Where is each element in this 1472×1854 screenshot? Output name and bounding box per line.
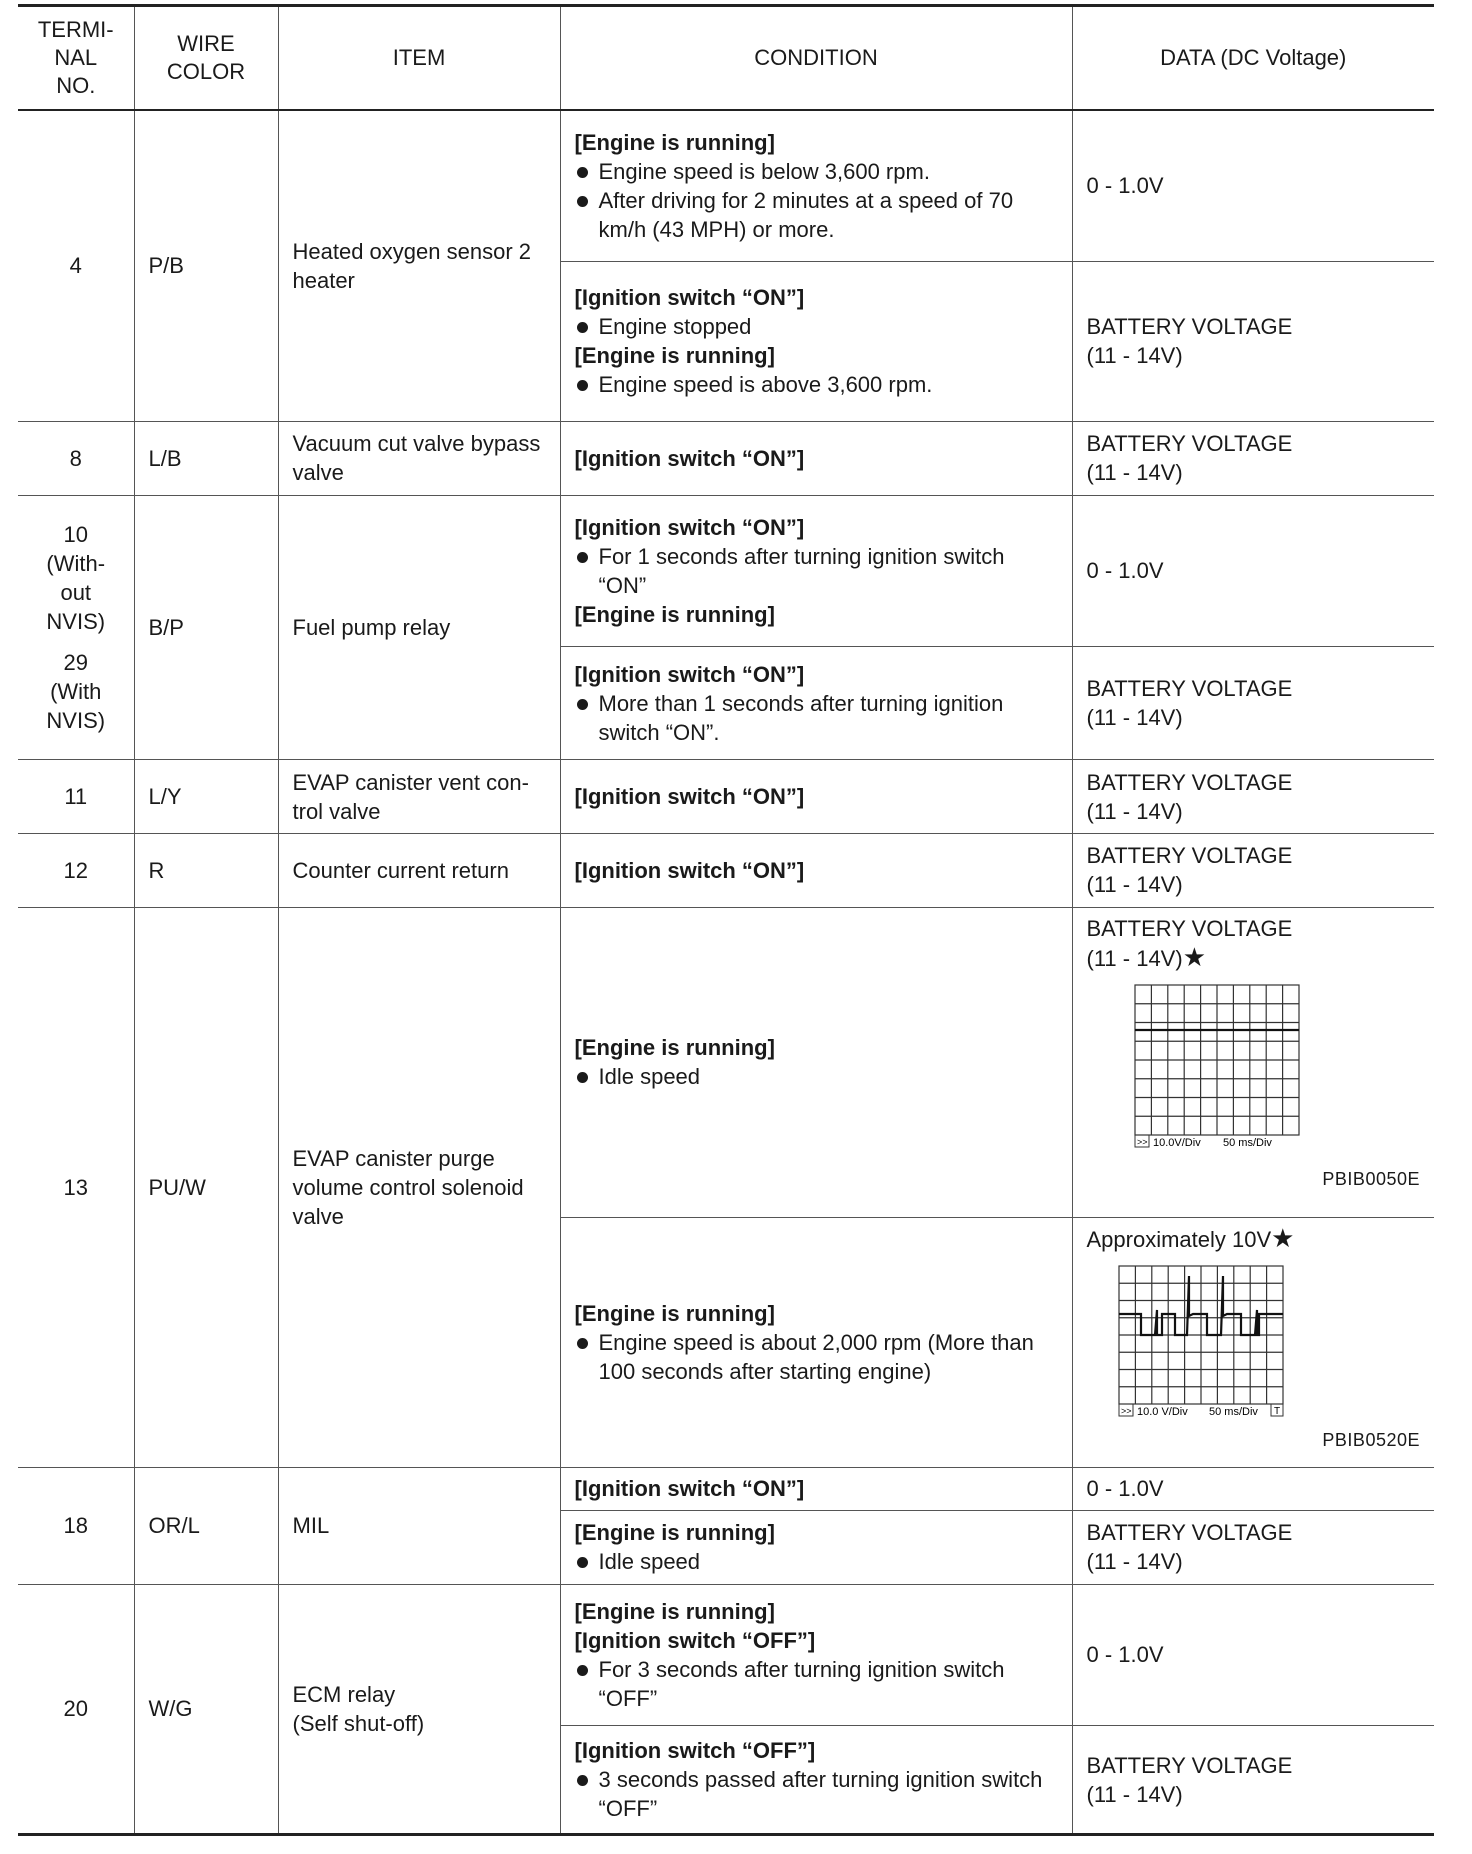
- data-value: BATTERY VOLTAGE (11 - 14V): [1072, 261, 1434, 421]
- terminal-no: 18: [18, 1467, 134, 1584]
- condition-cell: [560, 1467, 1072, 1510]
- oscilloscope-waveform-idle: [1087, 981, 1427, 1161]
- condition-heading: [Ignition switch “ON”]: [574, 445, 805, 471]
- terminal-no: 4: [18, 110, 134, 422]
- forward-icon: >>: [1120, 1405, 1132, 1416]
- condition-cell: [560, 1726, 1072, 1835]
- wire-color: PU/W: [134, 907, 278, 1467]
- condition-heading: [Engine is running]: [574, 343, 775, 369]
- wire-color: L/B: [134, 421, 278, 495]
- wire-color: P/B: [134, 110, 278, 422]
- table-row: [18, 1467, 1434, 1510]
- terminal-no: 20: [18, 1584, 134, 1834]
- condition-heading: [Ignition switch “OFF”]: [574, 1738, 816, 1764]
- figure-code: PBIB0050E: [1322, 1168, 1420, 1189]
- condition-cell: [560, 834, 1072, 908]
- condition-cell: [560, 907, 1072, 1217]
- condition-heading: [Ignition switch “ON”]: [574, 661, 805, 687]
- condition-bullet: More than 1 seconds after turning ignition switch “ON”.: [575, 689, 1058, 747]
- condition-heading: [Engine is running]: [574, 601, 775, 627]
- condition-cell: [560, 647, 1072, 760]
- data-value: Approximately 10V★ >> 10.0 V/Div 50 ms/Div T PBIB0520E: [1072, 1217, 1434, 1467]
- data-value: BATTERY VOLTAGE (11 - 14V): [1072, 1726, 1434, 1835]
- condition-bullet: Engine speed is below 3,600 rpm.: [575, 157, 1058, 186]
- data-value: BATTERY VOLTAGE (11 - 14V): [1072, 647, 1434, 760]
- time-scale: 50 ms/Div: [1222, 1136, 1272, 1149]
- figure-code: PBIB0520E: [1322, 1429, 1420, 1450]
- condition-heading: [Ignition switch “ON”]: [574, 1476, 805, 1502]
- table-row: [18, 110, 1434, 262]
- condition-bullet: Idle speed: [575, 1547, 1058, 1576]
- condition-cell: [560, 1584, 1072, 1726]
- table-row: [18, 421, 1434, 495]
- condition-bullet: 3 seconds passed after turning ignition switch “OFF”: [575, 1765, 1058, 1823]
- condition-cell: [560, 760, 1072, 834]
- data-value: 0 - 1.0V: [1072, 1584, 1434, 1726]
- data-value: BATTERY VOLTAGE (11 - 14V): [1072, 421, 1434, 495]
- item: Fuel pump relay: [278, 495, 560, 760]
- item: EVAP canister purge volume control solenoid valve: [278, 907, 560, 1467]
- header-wire-color: WIRE COLOR: [134, 6, 278, 110]
- condition-heading: [Ignition switch “ON”]: [574, 514, 805, 540]
- table-row: [18, 760, 1434, 834]
- data-value: BATTERY VOLTAGE (11 - 14V): [1072, 834, 1434, 908]
- forward-icon: >>: [1136, 1136, 1148, 1147]
- condition-bullet: For 1 seconds after turning ignition switch “ON”: [575, 542, 1058, 600]
- star-icon: ★: [1271, 1222, 1295, 1253]
- table-row: [18, 495, 1434, 647]
- condition-cell: [560, 1510, 1072, 1584]
- condition-cell: [560, 1217, 1072, 1467]
- condition-bullet: After driving for 2 minutes at a speed of 70 km/h (43 MPH) or more.: [575, 186, 1058, 244]
- condition-heading: [Engine is running]: [574, 129, 775, 155]
- data-value: 0 - 1.0V: [1072, 1467, 1434, 1510]
- condition-cell: [560, 495, 1072, 647]
- table-row: [18, 907, 1434, 1217]
- wire-color: R: [134, 834, 278, 908]
- terminal-no: 13: [18, 907, 134, 1467]
- condition-heading: [Engine is running]: [574, 1598, 775, 1624]
- header-terminal: TERMI- NAL NO.: [18, 6, 134, 110]
- oscilloscope-waveform-2000rpm: [1087, 1262, 1427, 1422]
- trigger-mark: T: [1273, 1405, 1280, 1417]
- condition-bullet: Idle speed: [575, 1062, 1058, 1091]
- ecm-terminal-table: [18, 4, 1434, 1836]
- volt-scale: 10.0V/Div: [1152, 1136, 1201, 1149]
- condition-bullet: Engine speed is above 3,600 rpm.: [575, 370, 1058, 399]
- item: EVAP canister vent con- trol valve: [278, 760, 560, 834]
- header-data: DATA (DC Voltage): [1072, 6, 1434, 110]
- condition-heading: [Ignition switch “OFF”]: [574, 1627, 816, 1653]
- condition-bullet: Engine stopped: [575, 312, 1058, 341]
- terminal-no: 11: [18, 760, 134, 834]
- data-value: BATTERY VOLTAGE (11 - 14V)★ >> 10.0V/Div 50 ms/Div PBIB0050E: [1072, 907, 1434, 1217]
- header-item: ITEM: [278, 6, 560, 110]
- star-icon: ★: [1182, 941, 1206, 972]
- terminal-no: 12: [18, 834, 134, 908]
- volt-scale: 10.0 V/Div: [1136, 1405, 1188, 1418]
- condition-heading: [Engine is running]: [574, 1035, 775, 1061]
- item: MIL: [278, 1467, 560, 1584]
- condition-cell: [560, 421, 1072, 495]
- table-row: [18, 1584, 1434, 1726]
- wire-color: L/Y: [134, 760, 278, 834]
- item: ECM relay (Self shut-off): [278, 1584, 560, 1834]
- terminal-no: 10 (With- out NVIS) 29 (With NVIS): [18, 495, 134, 760]
- data-value: BATTERY VOLTAGE (11 - 14V): [1072, 1510, 1434, 1584]
- data-value: 0 - 1.0V: [1072, 110, 1434, 262]
- wire-color: OR/L: [134, 1467, 278, 1584]
- header-row: [18, 6, 1434, 110]
- item: Heated oxygen sensor 2 heater: [278, 110, 560, 422]
- wire-color: W/G: [134, 1584, 278, 1834]
- condition-heading: [Engine is running]: [574, 1300, 775, 1326]
- terminal-no: 8: [18, 421, 134, 495]
- header-condition: CONDITION: [560, 6, 1072, 110]
- condition-heading: [Ignition switch “ON”]: [574, 784, 805, 810]
- item: Counter current return: [278, 834, 560, 908]
- time-scale: 50 ms/Div: [1208, 1405, 1258, 1418]
- wire-color: B/P: [134, 495, 278, 760]
- condition-heading: [Engine is running]: [574, 1520, 775, 1546]
- item: Vacuum cut valve bypass valve: [278, 421, 560, 495]
- condition-bullet: Engine speed is about 2,000 rpm (More than 100 seconds after starting engine): [575, 1328, 1058, 1386]
- condition-heading: [Ignition switch “ON”]: [574, 857, 805, 883]
- condition-bullet: For 3 seconds after turning ignition switch “OFF”: [575, 1655, 1058, 1713]
- condition-heading: [Ignition switch “ON”]: [574, 285, 805, 311]
- table-row: [18, 834, 1434, 908]
- data-value: BATTERY VOLTAGE (11 - 14V): [1072, 760, 1434, 834]
- condition-cell: [560, 110, 1072, 262]
- condition-cell: [560, 261, 1072, 421]
- data-value: 0 - 1.0V: [1072, 495, 1434, 647]
